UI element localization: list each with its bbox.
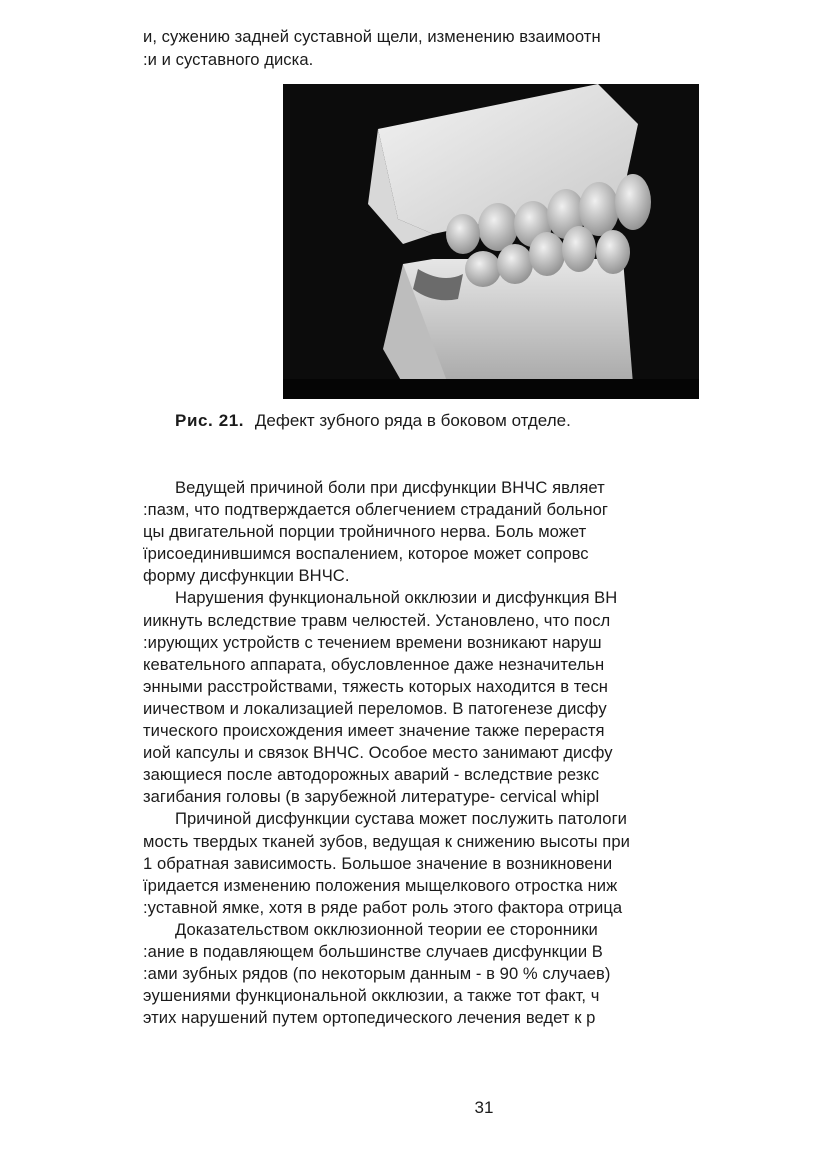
figure-label: Рис. 21. xyxy=(175,411,245,430)
figure-caption xyxy=(175,409,571,433)
paragraph-line: Нарушения функциональной окклюзии и дисфункция ВН xyxy=(175,588,618,608)
paragraph-line: Ведущей причиной боли при дисфункции ВНЧС являет xyxy=(175,478,605,497)
paragraph-line: :ами зубных рядов (по некоторым данным - в 90 % случаев) xyxy=(143,964,611,984)
paragraph-line: тического происхождения имеет значение также перерастя xyxy=(143,721,605,741)
paragraph-line: энными расстройствами, тяжесть которых находится в тесн xyxy=(143,676,609,696)
paragraph-line: Доказательством окклюзионной теории ее сторонники xyxy=(175,919,598,939)
paragraph-line: форму дисфункции ВНЧС. xyxy=(143,566,350,586)
paragraph-line: загибания головы (в зарубежной литературе- cervical whipl xyxy=(143,787,600,807)
paragraph-line: Причиной дисфункции сустава может послужить патологи xyxy=(175,809,627,829)
paragraph-line: эушениями функциональной окклюзии, а также тот факт, ч xyxy=(143,986,600,1006)
text-line: и, сужению задней суставной щели, изменению взаимоотн xyxy=(143,27,601,46)
paragraph-line: цы двигательной порции тройничного нерва. Боль может xyxy=(143,522,587,542)
text-line: :и и суставного диска. xyxy=(143,49,314,69)
paragraph-line: :пазм, что подтверждается облегчением страданий больног xyxy=(143,500,608,520)
dental-model-photo xyxy=(283,84,699,399)
figure-caption-text: Дефект зубного ряда в боковом отделе. xyxy=(254,411,571,430)
paragraph-line: мость твердых тканей зубов, ведущая к снижению высоты при xyxy=(143,831,630,851)
paragraph-line: :уставной ямке, хотя в ряде работ роль этого фактора отрица xyxy=(143,897,623,917)
paragraph-line: иой капсулы и связок ВНЧС. Особое место занимают дисфу xyxy=(143,743,613,763)
top-text-fragment xyxy=(143,26,703,71)
paragraph-line: :ирующих устройств с течением времени возникают наруш xyxy=(143,632,602,652)
paragraph-line: їрисоединившимся воспалением, которое может сопровс xyxy=(143,544,589,564)
paragraph-line: этих нарушений путем ортопедического лечения ведет к р xyxy=(143,1008,596,1028)
paragraph-line: иичеством и локализацией переломов. В патогенезе дисфу xyxy=(143,698,607,718)
dental-cast-illustration xyxy=(283,84,699,399)
paragraph-line: :ание в подавляющем большинстве случаев дисфункции В xyxy=(143,941,603,961)
body-text xyxy=(143,477,703,1029)
paragraph-line: зающиеся после автодорожных аварий - вследствие резкс xyxy=(143,765,600,785)
paragraph-line: иикнуть вследствие травм челюстей. Установлено, что посл xyxy=(143,610,611,630)
paragraph-line: їридается изменению положения мыщелкового отростка ниж xyxy=(143,875,618,895)
paragraph-line: кевательного аппарата, обусловленное даже незначительн xyxy=(143,654,605,674)
page-number: 31 xyxy=(474,1098,494,1117)
paragraph-line: 1 обратная зависимость. Большое значение в возникновени xyxy=(143,853,613,873)
